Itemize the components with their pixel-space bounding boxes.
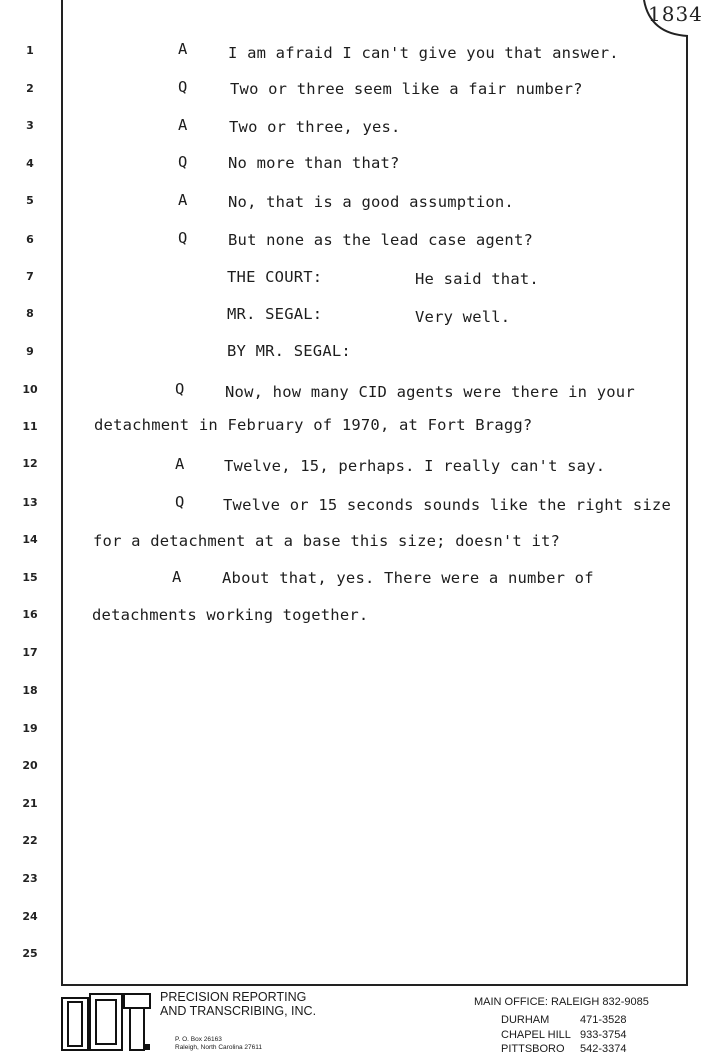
svg-text:P&T: P&T: [106, 1052, 108, 1053]
line-number: 23: [22, 872, 38, 885]
transcript-line: BY MR. SEGAL:: [227, 342, 351, 360]
office-city: PITTSBORO: [501, 1043, 565, 1055]
line-number: 5: [26, 194, 34, 207]
transcript-line: detachment in February of 1970, at Fort Bragg?: [94, 416, 533, 434]
line-number: 17: [22, 646, 38, 659]
line-number: 18: [22, 684, 38, 697]
po-box-address: [175, 1036, 262, 1052]
answer-marker: A: [172, 568, 182, 586]
answer-marker: A: [178, 116, 188, 134]
page-number: 1834: [648, 2, 703, 26]
line-number: 14: [22, 533, 38, 546]
line-number: 9: [26, 345, 34, 358]
line-number: 6: [26, 233, 34, 246]
office-phone: 471-3528: [580, 1014, 627, 1026]
transcript-line: Twelve, 15, perhaps. I really can't say.: [224, 457, 606, 475]
company-name-line: AND TRANSCRIBING, INC.: [160, 1004, 317, 1018]
company-name: [160, 990, 316, 1018]
transcript-line: Two or three, yes.: [229, 118, 401, 136]
question-marker: Q: [175, 493, 185, 511]
line-number: 7: [26, 270, 34, 283]
po-box-line: P. O. Box 26163: [175, 1036, 222, 1043]
transcript-line: Twelve or 15 seconds sounds like the right size: [223, 496, 671, 514]
office-city: DURHAM: [501, 1014, 550, 1026]
line-number: 20: [22, 759, 38, 772]
office-phone: 542-3374: [580, 1043, 627, 1055]
line-number: 10: [22, 383, 38, 396]
office-city: CHAPEL HILL: [501, 1029, 571, 1041]
transcript-line: No more than that?: [228, 154, 400, 172]
question-marker: Q: [178, 153, 188, 171]
transcript-line: I am afraid I can't give you that answer.: [228, 44, 619, 62]
line-number: 13: [22, 496, 38, 509]
line-number: 11: [22, 420, 38, 433]
line-number: 22: [22, 834, 38, 847]
transcript-line: detachments working together.: [92, 606, 369, 624]
line-number: 15: [22, 571, 38, 584]
company-name-line: PRECISION REPORTING: [160, 990, 307, 1004]
line-number: 25: [22, 947, 38, 960]
line-number: 8: [26, 307, 34, 320]
transcript-line: He said that.: [415, 270, 539, 288]
line-number: 19: [22, 722, 38, 735]
line-number: 4: [26, 157, 34, 170]
line-number: 3: [26, 119, 34, 132]
line-number: 1: [26, 44, 34, 57]
line-number: 16: [22, 608, 38, 621]
line-number: 2: [26, 82, 34, 95]
line-number: 24: [22, 910, 38, 923]
speaker-label: MR. SEGAL:: [227, 305, 323, 323]
main-office-line: MAIN OFFICE: RALEIGH 832-9085: [474, 996, 649, 1008]
question-marker: Q: [175, 380, 185, 398]
right-margin-rule: [686, 36, 688, 985]
transcript-line: No, that is a good assumption.: [228, 193, 514, 211]
answer-marker: A: [178, 191, 188, 209]
transcript-line: Now, how many CID agents were there in your: [225, 383, 635, 401]
office-phone: 933-3754: [580, 1029, 627, 1041]
question-marker: Q: [178, 78, 188, 96]
question-marker: Q: [178, 229, 188, 247]
transcript-line: Two or three seem like a fair number?: [230, 80, 583, 98]
line-number: 12: [22, 457, 38, 470]
transcript-line: About that, yes. There were a number of: [222, 569, 594, 587]
speaker-label: THE COURT:: [227, 268, 323, 286]
bottom-margin-rule: [61, 984, 688, 986]
transcript-line: for a detachment at a base this size; doesn't it?: [93, 532, 561, 550]
answer-marker: A: [178, 40, 188, 58]
transcript-line: Very well.: [415, 308, 511, 326]
transcript-line: But none as the lead case agent?: [228, 231, 534, 249]
company-logo: [60, 992, 152, 1054]
po-box-city: Raleigh, North Carolina 27611: [175, 1044, 262, 1051]
answer-marker: A: [175, 455, 185, 473]
line-number: 21: [22, 797, 38, 810]
left-margin-rule: [61, 0, 63, 985]
